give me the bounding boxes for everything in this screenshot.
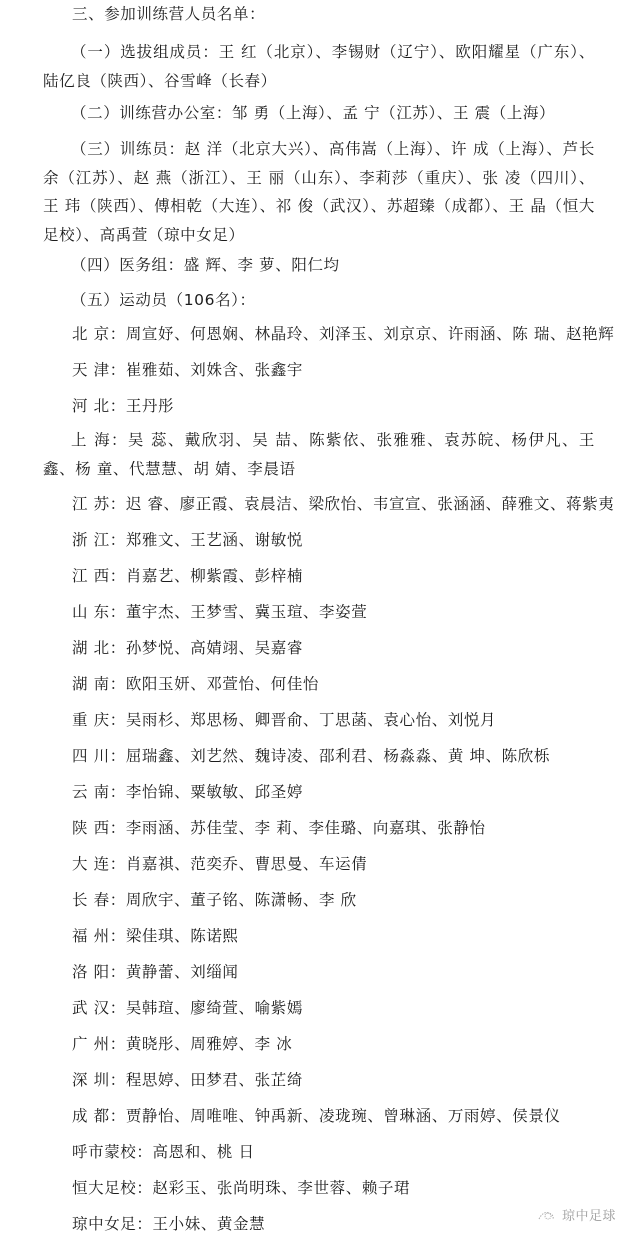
- region-label: 天 津：: [72, 361, 126, 379]
- athlete-row: [72, 566, 303, 586]
- athlete-row: [72, 530, 303, 550]
- camp-office-paragraph: [43, 99, 595, 128]
- athlete-names: 肖嘉艺、柳紫霞、彭梓楠: [125, 567, 303, 585]
- region-label: 河 北：: [72, 397, 126, 415]
- region-label: 北 京：: [72, 325, 126, 343]
- section-label: （四）医务组：: [71, 256, 184, 274]
- medical-group-paragraph: [43, 251, 595, 280]
- section-label: （五）运动员（106名）：: [71, 291, 256, 309]
- athlete-row: [72, 360, 303, 380]
- trainers-paragraph: [43, 135, 595, 249]
- athlete-row: [72, 1214, 265, 1234]
- athlete-names: 程思婷、田梦君、张芷绮: [125, 1071, 303, 1089]
- athlete-names: 周欣宇、董子铭、陈潇畅、李 欣: [125, 891, 357, 909]
- athlete-names: 李怡锦、粟敏敏、邱圣婷: [125, 783, 303, 801]
- section-text: 盛 辉、李 萝、阳仁均: [183, 256, 340, 274]
- athlete-row: [72, 782, 303, 802]
- section-text: 王 红（北京）、李锡财（辽宁）、欧阳耀星（广东）、陆亿良（陕西）、谷雪峰（长春）: [43, 43, 595, 90]
- athlete-names: 迟 睿、廖正霞、袁晨洁、梁欣怡、韦宣宣、张涵涵、薛雅文、蒋紫夷: [125, 495, 615, 513]
- region-label: 呼市蒙校：: [72, 1143, 153, 1161]
- region-label: 湖 北：: [72, 639, 126, 657]
- region-label: 长 春：: [72, 891, 126, 909]
- athlete-names: 高恩和、桃 日: [152, 1143, 255, 1161]
- selection-group-paragraph: [43, 38, 595, 95]
- athlete-names: 王丹彤: [125, 397, 175, 415]
- athlete-row: [72, 638, 303, 658]
- athlete-names: 吴 蕊、戴欣羽、吴 喆、陈紫依、张雅雅、袁苏皖、杨伊凡、王 鑫、杨 童、代慧慧、胡 婧、李晨语: [43, 431, 596, 478]
- athlete-row: [43, 426, 595, 483]
- athlete-names: 赵彩玉、张尚明珠、李世蓉、赖子珺: [152, 1179, 411, 1197]
- athlete-names: 董宇杰、王梦雪、冀玉瑄、李姿萱: [125, 603, 368, 621]
- athlete-names: 崔雅茹、刘姝含、张鑫宇: [125, 361, 303, 379]
- athlete-row: [72, 710, 496, 730]
- section-label: （二）训练营办公室：: [71, 104, 233, 122]
- watermark-text: 琼中足球: [561, 1209, 616, 1224]
- region-label: 广 州：: [72, 1035, 126, 1053]
- athlete-row: [72, 854, 367, 874]
- athlete-names: 郑雅文、王艺涵、谢敏悦: [125, 531, 303, 549]
- athlete-names: 孙梦悦、高婧翊、吴嘉睿: [125, 639, 303, 657]
- region-label: 陕 西：: [72, 819, 126, 837]
- athlete-row: [72, 674, 319, 694]
- athlete-names: 李雨涵、苏佳莹、李 莉、李佳璐、向嘉琪、张静怡: [125, 819, 486, 837]
- region-label: 四 川：: [72, 747, 126, 765]
- athlete-row: [72, 396, 174, 416]
- athlete-names: 吴韩瑄、廖绮萱、喻紫嫣: [125, 999, 303, 1017]
- athlete-names: 梁佳琪、陈诺熙: [125, 927, 239, 945]
- region-label: 福 州：: [72, 927, 126, 945]
- athlete-row: [72, 602, 367, 622]
- watermark: [537, 1205, 616, 1224]
- region-label: 深 圳：: [72, 1071, 126, 1089]
- region-label: 重 庆：: [72, 711, 126, 729]
- athlete-names: 王小妹、黄金慧: [152, 1215, 266, 1233]
- athlete-row: [72, 890, 357, 910]
- region-label: 恒大足校：: [72, 1179, 153, 1197]
- region-label: 江 西：: [72, 567, 126, 585]
- athlete-row: [72, 962, 239, 982]
- region-label: 大 连：: [72, 855, 126, 873]
- section-heading: 三、参加训练营人员名单：: [72, 5, 266, 23]
- athlete-row: [72, 1106, 561, 1126]
- athlete-names: 吴雨杉、郑思杨、卿晋俞、丁思菡、袁心怡、刘悦月: [125, 711, 497, 729]
- athlete-row: [72, 1034, 292, 1054]
- region-label: 洛 阳：: [72, 963, 126, 981]
- athlete-names: 肖嘉祺、范奕乔、曹思曼、车运倩: [125, 855, 368, 873]
- wechat-official-account-icon: [537, 1207, 557, 1223]
- region-label: 山 东：: [72, 603, 126, 621]
- region-label: 武 汉：: [72, 999, 126, 1017]
- athlete-row: [72, 1178, 410, 1198]
- athlete-names: 贾静怡、周唯唯、钟禹新、凌珑琬、曾琳涵、万雨婷、侯景仪: [125, 1107, 561, 1125]
- athlete-row: [72, 1142, 255, 1162]
- region-label: 浙 江：: [72, 531, 126, 549]
- athlete-names: 欧阳玉妍、邓萱怡、何佳怡: [125, 675, 320, 693]
- athlete-row: [72, 1070, 303, 1090]
- athlete-row: [72, 998, 303, 1018]
- section-label: （一）选拔组成员：: [71, 43, 219, 61]
- region-label: 琼中女足：: [72, 1215, 153, 1233]
- athlete-row: [72, 494, 614, 514]
- athlete-row: [72, 926, 239, 946]
- section-text: 邹 勇（上海）、孟 宁（江苏）、王 震（上海）: [232, 104, 556, 122]
- athlete-row: [72, 818, 486, 838]
- region-label: 上 海：: [71, 431, 128, 449]
- athlete-names: 黄静蕾、刘缁闻: [125, 963, 239, 981]
- region-label: 成 都：: [72, 1107, 126, 1125]
- region-label: 湖 南：: [72, 675, 126, 693]
- athlete-row: [72, 324, 614, 344]
- athletes-heading: [43, 286, 595, 315]
- section-label: （三）训练员：: [71, 140, 185, 158]
- athlete-names: 黄晓彤、周雅婷、李 冰: [125, 1035, 293, 1053]
- athlete-names: 屈瑞鑫、刘艺然、魏诗凌、邵利君、杨淼淼、黄 坤、陈欣栎: [125, 747, 550, 765]
- athlete-names: 周宣妤、何恩娴、林晶玲、刘泽玉、刘京京、许雨涵、陈 瑞、赵艳辉: [125, 325, 615, 343]
- athlete-row: [72, 746, 550, 766]
- section-text: 赵 洋（北京大兴）、高伟嵩（上海）、许 成（上海）、芦长余（江苏）、赵 燕（浙江）、王 丽（山东）、李莉莎（重庆）、张 凌（四川）、王 玮（陕西）、傅相乾（大连）、祁 俊（武汉）、苏超臻（成都）、王 晶（恒大足校）、高禹萱（琼中女足）: [43, 140, 596, 244]
- region-label: 江 苏：: [72, 495, 126, 513]
- region-label: 云 南：: [72, 783, 126, 801]
